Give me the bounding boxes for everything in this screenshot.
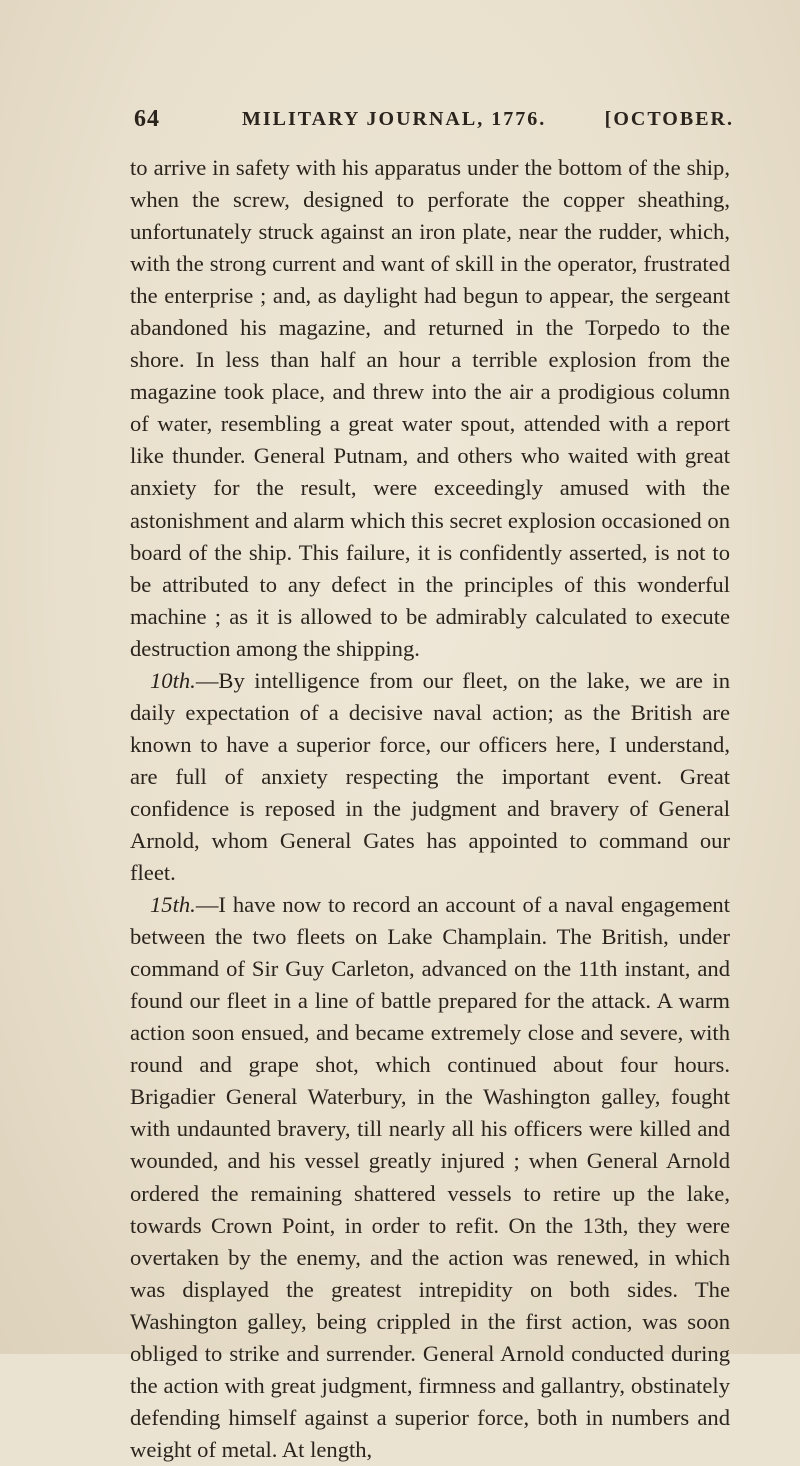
entry-date: 10th. <box>150 667 196 693</box>
body-text <box>130 152 730 1466</box>
paragraph-entry-10th <box>130 665 730 889</box>
page-number: 64 <box>134 106 160 132</box>
paragraph-entry-15th <box>130 889 730 1466</box>
running-month: [OCTOBER. <box>604 108 734 130</box>
paragraph-text: to arrive in safety with his apparatus under the bottom of the ship, when the screw, designed to perforate the copper sheathing, unfortunately struck against an iron plate, near the rudder, which, with the strong current and want of skill in the operator, frustrated the enterprise ; and, as daylight had begun to appear, the sergeant abandoned his magazine, and returned in the Torpedo to the shore. In less than half an hour a terrible explosion from the magazine took place, and threw into the air a prodigious column of water, resembling a great water spout, attended with a report like thunder. General Putnam, and others who waited with great anxiety for the result, were exceedingly amused with the astonishment and alarm which this secret explosion occasioned on board of the ship. This failure, it is confidently asserted, is not to be attributed to any defect in the principles of this wonderful machine ; as it is allowed to be admirably calculated to execute destruction among the shipping. <box>130 155 730 661</box>
entry-date: 15th. <box>150 892 196 918</box>
paragraph-text: —By intelligence from our fleet, on the lake, we are in daily expectation of a decisive naval action; as the British are known to have a superior force, our officers here, I understand, are full of anxiety respecting the important event. Great confidence is reposed in the judgment and bravery of General Arnold, whom General Gates has appointed to command our fleet. <box>130 667 730 886</box>
paragraph-continuation <box>130 152 730 665</box>
running-title: MILITARY JOURNAL, 1776. <box>242 108 547 130</box>
paragraph-text: —I have now to record an account of a naval engagement between the two fleets on Lake Champlain. The British, under command of Sir Guy Carleton, advanced on the 11th instant, and found our fleet in a line of battle prepared for the attack. A warm action soon ensued, and became extremely close and severe, with round and grape shot, which continued about four hours. Brigadier General Waterbury, in the Washington galley, fought with undaunted bravery, till nearly all his officers were killed and wounded, and his vessel greatly injured ; when General Arnold ordered the remaining shattered vessels to retire up the lake, towards Crown Point, in order to refit. On the 13th, they were overtaken by the enemy, and the action was renewed, in which was displayed the greatest intrepidity on both sides. The Washington galley, being crippled in the first action, was soon obliged to strike and surrender. General Arnold conducted during the action with great judgment, firmness and gallantry, obstinately defending himself against a superior force, both in numbers and weight of metal. At length, <box>130 892 730 1462</box>
page-header <box>134 106 734 136</box>
